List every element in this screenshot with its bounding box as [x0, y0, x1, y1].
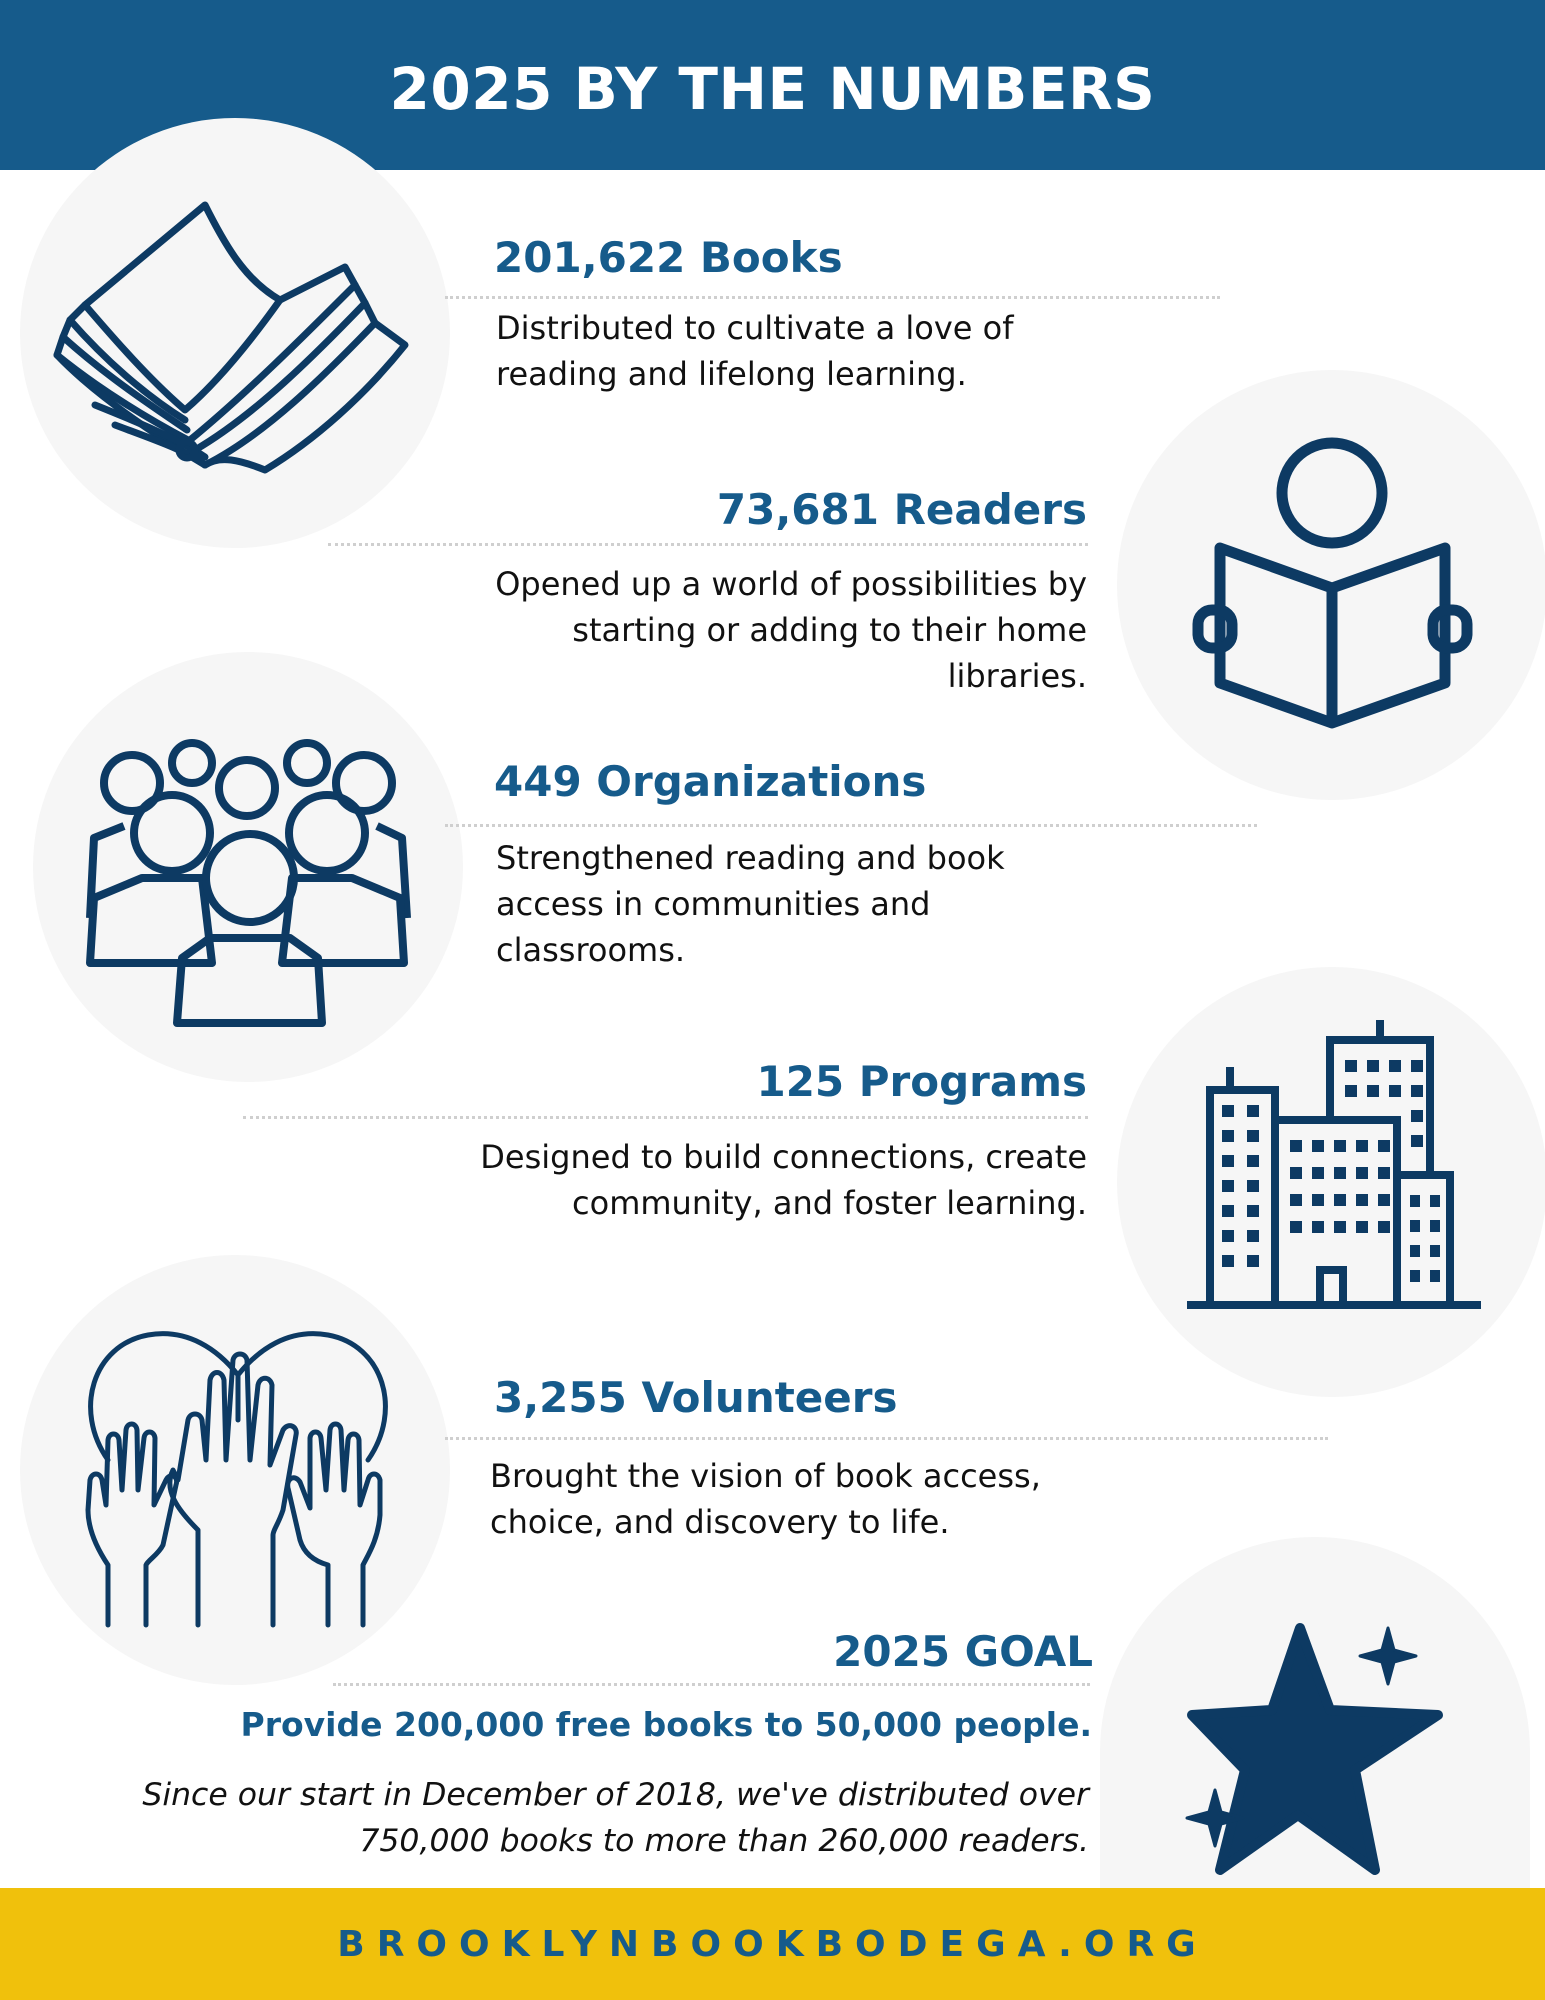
- stat-title-programs: 125 Programs: [756, 1057, 1087, 1106]
- divider: [445, 1437, 1328, 1440]
- stat-description-books: Distributed to cultivate a love of reading and lifelong learning.: [496, 309, 1014, 393]
- reader-icon: [1190, 438, 1475, 728]
- goal-title: 2025 GOAL: [833, 1627, 1093, 1676]
- stat-description-volunteers: Brought the vision of book access, choice, and discovery to life.: [490, 1457, 1041, 1541]
- stat-title-organizations: 449 Organizations: [494, 757, 927, 806]
- website-link[interactable]: BROOKLYNBOOKBODEGA.ORG: [337, 1924, 1208, 1965]
- stat-description-programs: Designed to build connections, create community, and foster learning.: [480, 1138, 1087, 1222]
- divider: [333, 1683, 1090, 1686]
- divider: [328, 543, 1088, 546]
- stat-description-organizations: Strengthened reading and book access in communities and classrooms.: [496, 839, 1005, 969]
- footer-banner: [0, 1888, 1545, 2000]
- stat-title-volunteers: 3,255 Volunteers: [494, 1373, 898, 1422]
- divider: [445, 296, 1220, 299]
- stat-title-books: 201,622 Books: [494, 233, 843, 282]
- stat-title-readers: 73,681 Readers: [716, 485, 1087, 534]
- group-icon: [82, 738, 412, 1033]
- raised-hands-heart-icon: [78, 1320, 398, 1630]
- goal-subtitle: Provide 200,000 free books to 50,000 people.: [240, 1705, 1092, 1744]
- divider: [243, 1116, 1088, 1119]
- stat-description-readers: Opened up a world of possibilities by starting or adding to their home libraries.: [495, 565, 1087, 695]
- goal-note: Since our start in December of 2018, we've distributed over 750,000 books to more than 260,000 readers.: [142, 1777, 1089, 1859]
- page-title: 2025 BY THE NUMBERS: [389, 55, 1156, 123]
- star-icon: [1180, 1620, 1450, 1880]
- divider: [445, 824, 1257, 827]
- buildings-icon: [1185, 1015, 1485, 1310]
- open-book-icon: [55, 195, 415, 475]
